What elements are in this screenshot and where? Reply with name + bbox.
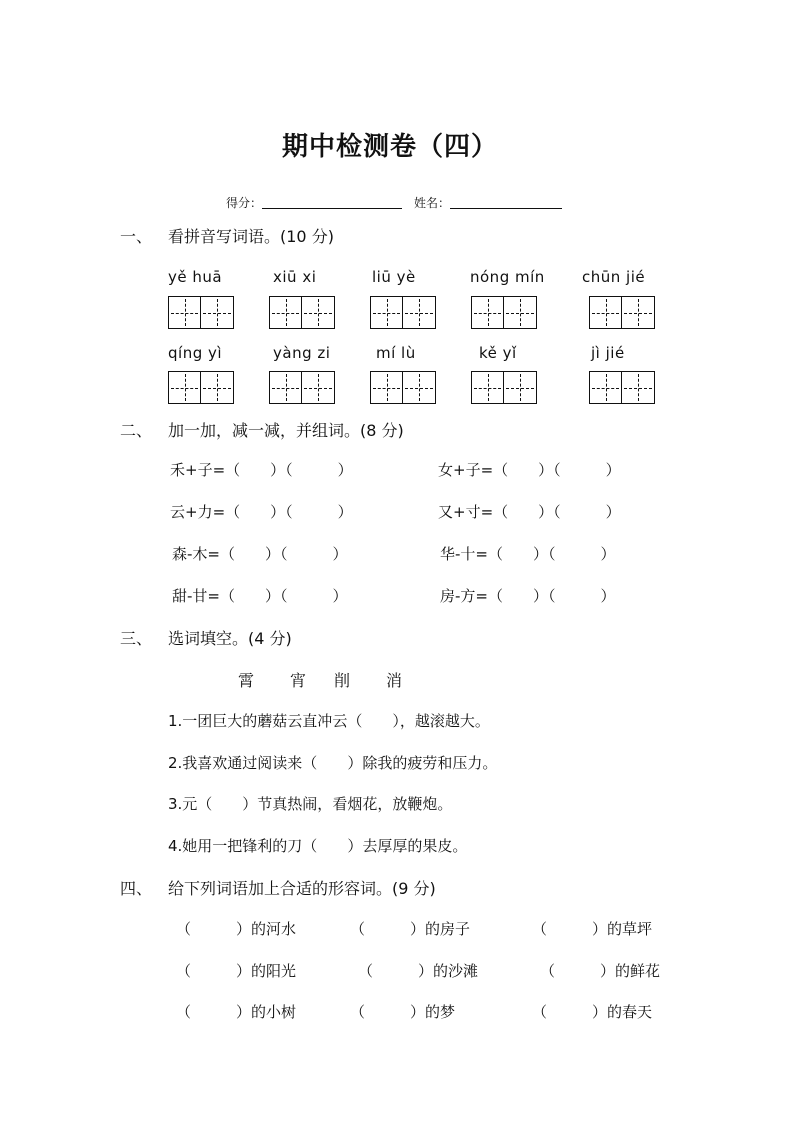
writing-grid[interactable]	[168, 296, 234, 329]
name-field	[414, 194, 562, 211]
name-label: 姓名：	[414, 196, 451, 210]
adjective-item: （ ）的梦	[350, 1003, 456, 1021]
pinyin-1-2: xiū xi	[273, 268, 317, 286]
pinyin-2-3: mí lù	[376, 344, 416, 362]
word-option: 宵	[290, 671, 307, 690]
pinyin-2-5: jì jié	[591, 344, 625, 362]
compose-item: 云+力=（ ）（ ）	[170, 503, 353, 521]
compose-item: 森-木=（ ）（ ）	[172, 545, 348, 563]
section-3-heading: 三、 选词填空。(4 分)	[120, 629, 292, 648]
adjective-item: （ ）的房子	[350, 920, 471, 938]
word-option: 削	[334, 671, 351, 690]
pinyin-1-4: nóng mín	[470, 268, 545, 286]
compose-item: 华-十=（ ）（ ）	[440, 545, 616, 563]
adjective-item: （ ）的鲜花	[540, 962, 661, 980]
section-4-heading: 四、 给下列词语加上合适的形容词。(9 分)	[120, 879, 436, 898]
adjective-item: （ ）的小树	[176, 1003, 297, 1021]
page-title: 期中检测卷（四）	[282, 132, 499, 162]
section-1-heading: 一、 看拼音写词语。(10 分)	[120, 227, 334, 246]
pinyin-2-4: kě yǐ	[479, 344, 517, 362]
writing-grid[interactable]	[269, 296, 335, 329]
adjective-item: （ ）的沙滩	[358, 962, 479, 980]
compose-item: 又+寸=（ ）（ ）	[438, 503, 621, 521]
compose-item: 禾+子=（ ）（ ）	[170, 461, 353, 479]
writing-grid[interactable]	[370, 371, 436, 404]
writing-grid[interactable]	[370, 296, 436, 329]
fill-question: 2.我喜欢通过阅读来（ ）除我的疲劳和压力。	[168, 754, 498, 772]
writing-grid[interactable]	[589, 371, 655, 404]
adjective-item: （ ）的河水	[176, 920, 297, 938]
writing-grid[interactable]	[269, 371, 335, 404]
section-2-heading: 二、 加一加，减一减，并组词。(8 分)	[120, 421, 404, 440]
writing-grid[interactable]	[589, 296, 655, 329]
compose-item: 甜-甘=（ ）（ ）	[172, 587, 348, 605]
score-blank[interactable]	[262, 196, 402, 209]
score-field	[226, 194, 402, 211]
adjective-item: （ ）的春天	[532, 1003, 653, 1021]
pinyin-2-1: qíng yì	[168, 344, 223, 362]
fill-question: 3.元（ ）节真热闹，看烟花，放鞭炮。	[168, 795, 453, 813]
adjective-item: （ ）的阳光	[176, 962, 297, 980]
writing-grid[interactable]	[471, 371, 537, 404]
pinyin-1-1: yě huā	[168, 268, 223, 286]
adjective-item: （ ）的草坪	[532, 920, 653, 938]
pinyin-1-5: chūn jié	[582, 268, 646, 286]
compose-item: 房-方=（ ）（ ）	[440, 587, 616, 605]
score-label: 得分：	[226, 196, 263, 210]
pinyin-2-2: yàng zi	[273, 344, 331, 362]
writing-grid[interactable]	[168, 371, 234, 404]
word-option: 霄	[238, 671, 255, 690]
word-option: 消	[386, 671, 403, 690]
fill-question: 1.一团巨大的蘑菇云直冲云（ ），越滚越大。	[168, 712, 490, 730]
pinyin-1-3: liū yè	[372, 268, 416, 286]
name-blank[interactable]	[450, 196, 562, 209]
compose-item: 女+子=（ ）（ ）	[438, 461, 621, 479]
writing-grid[interactable]	[471, 296, 537, 329]
fill-question: 4.她用一把锋利的刀（ ）去厚厚的果皮。	[168, 837, 468, 855]
